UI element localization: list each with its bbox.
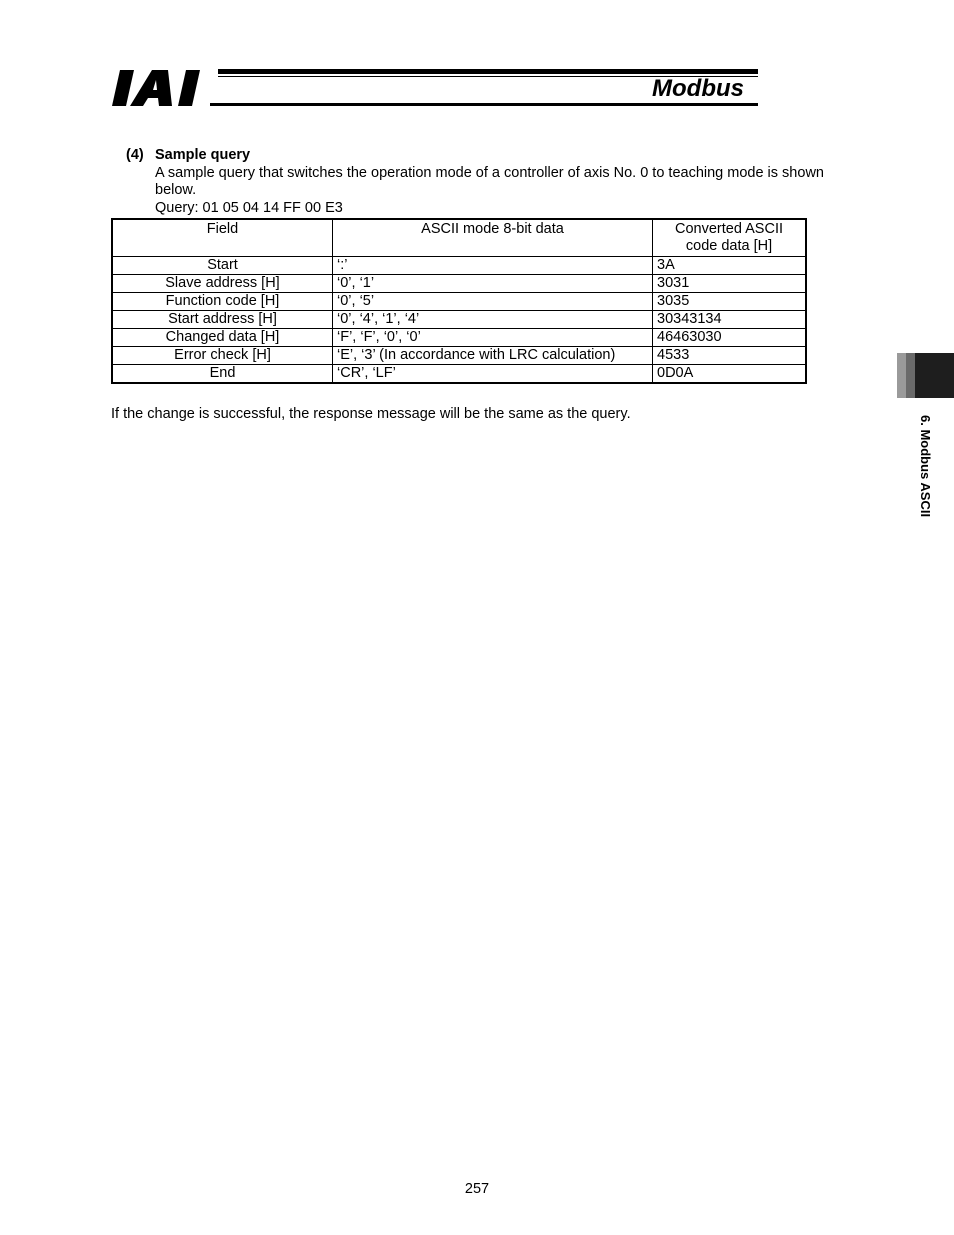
sample-query-section	[126, 147, 838, 217]
tab-stripe-light	[897, 353, 906, 398]
field-cell: Function code [H]	[112, 293, 333, 311]
tab-stripe-mid	[906, 353, 915, 398]
converted-cell: 46463030	[653, 329, 807, 347]
section-title: Sample query	[155, 147, 251, 163]
field-cell: Start address [H]	[112, 311, 333, 329]
ascii-cell: ‘0’, ‘4’, ‘1’, ‘4’	[333, 311, 653, 329]
table-row	[112, 329, 806, 347]
iai-logo	[112, 68, 212, 108]
field-cell: Error check [H]	[112, 347, 333, 365]
ascii-cell: ‘E’, ‘3’ (In accordance with LRC calculation)	[333, 347, 653, 365]
table-row	[112, 311, 806, 329]
field-cell: Start	[112, 257, 333, 275]
chapter-tab-marker	[897, 353, 954, 398]
converted-cell: 0D0A	[653, 365, 807, 384]
table-row	[112, 275, 806, 293]
column-header-ascii: ASCII mode 8-bit data	[333, 219, 653, 257]
chapter-side-label: 6. Modbus ASCII	[918, 415, 933, 518]
column-header-field: Field	[112, 219, 333, 257]
tab-stripe-dark	[915, 353, 954, 398]
header-rule-bottom	[210, 103, 758, 106]
field-cell: Changed data [H]	[112, 329, 333, 347]
ascii-cell: ‘CR’, ‘LF’	[333, 365, 653, 384]
query-line: Query: 01 05 04 14 FF 00 E3	[155, 199, 343, 216]
section-number: (4)	[126, 147, 144, 163]
query-table	[111, 218, 807, 384]
footnote: If the change is successful, the response message will be the same as the query.	[111, 406, 631, 422]
table-row	[112, 293, 806, 311]
ascii-cell: ‘F’, ‘F’, ‘0’, ‘0’	[333, 329, 653, 347]
converted-cell: 3031	[653, 275, 807, 293]
converted-cell: 3A	[653, 257, 807, 275]
ascii-cell: ‘0’, ‘5’	[333, 293, 653, 311]
ascii-cell: ‘0’, ‘1’	[333, 275, 653, 293]
table-row	[112, 365, 806, 384]
table-header-row	[112, 219, 806, 257]
header-title: Modbus	[652, 75, 744, 102]
converted-cell: 3035	[653, 293, 807, 311]
ascii-cell: ‘:’	[333, 257, 653, 275]
page-number: 257	[464, 1181, 490, 1197]
table-row	[112, 257, 806, 275]
header-rule-top	[218, 69, 758, 74]
table-row	[112, 347, 806, 365]
converted-cell: 30343134	[653, 311, 807, 329]
converted-cell: 4533	[653, 347, 807, 365]
section-heading	[126, 147, 838, 165]
field-cell: End	[112, 365, 333, 384]
section-description: A sample query that switches the operation mode of a controller of axis No. 0 to teaching mode is shown below.	[155, 164, 824, 198]
field-cell: Slave address [H]	[112, 275, 333, 293]
column-header-converted: Converted ASCII code data [H]	[653, 219, 807, 257]
